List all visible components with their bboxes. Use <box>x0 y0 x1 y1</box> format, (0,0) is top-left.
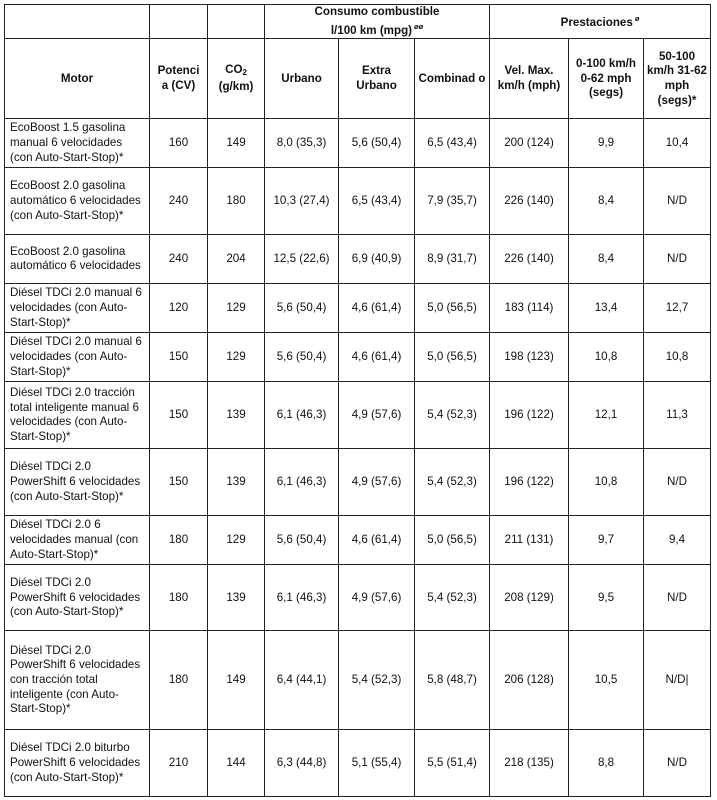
cell-urbano: 6,1 (46,3) <box>265 565 339 631</box>
cell-vel-max: 200 (124) <box>490 119 569 168</box>
cell-vel-max: 198 (123) <box>490 333 569 382</box>
header-co2: $CO_2$ (g/km) <box>208 39 265 119</box>
cell-urbano: 5,6 (50,4) <box>265 333 339 382</box>
cell-accel-50-100: 10,8 <box>644 333 711 382</box>
table-body <box>5 119 711 797</box>
header-blank-potencia <box>150 5 208 39</box>
cell-vel-max: 211 (131) <box>490 516 569 565</box>
cell-accel-50-100: 11,3 <box>644 382 711 449</box>
cell-motor: EcoBoost 2.0 gasolina automático 6 velocidades <box>5 235 150 284</box>
header-column-row <box>5 39 711 119</box>
cell-extra-urbano: 4,6 (61,4) <box>339 284 415 333</box>
cell-combinado: 5,0 (56,5) <box>415 516 490 565</box>
table-row <box>5 730 711 797</box>
cell-co2: 149 <box>208 631 265 730</box>
cell-accel-0-100: 9,5 <box>569 565 644 631</box>
cell-accel-0-100: 13,4 <box>569 284 644 333</box>
cell-potencia: 180 <box>150 565 208 631</box>
cell-co2: 144 <box>208 730 265 797</box>
cell-co2: 129 <box>208 516 265 565</box>
header-extra-urbano: Extra Urbano <box>339 39 415 119</box>
cell-extra-urbano: 4,9 (57,6) <box>339 382 415 449</box>
cell-potencia: 210 <box>150 730 208 797</box>
engine-spec-table <box>4 4 711 797</box>
cell-accel-50-100: N/D| <box>644 631 711 730</box>
cell-accel-50-100: N/D <box>644 449 711 516</box>
cell-motor: Diésel TDCi 2.0 tracción total inteligente manual 6 velocidades (con Auto-Start-Stop)* <box>5 382 150 449</box>
table-row <box>5 449 711 516</box>
cell-accel-0-100: 12,1 <box>569 382 644 449</box>
cell-co2: 204 <box>208 235 265 284</box>
table-row <box>5 516 711 565</box>
cell-combinado: 8,9 (31,7) <box>415 235 490 284</box>
cell-combinado: 5,0 (56,5) <box>415 284 490 333</box>
cell-extra-urbano: 4,9 (57,6) <box>339 565 415 631</box>
cell-potencia: 150 <box>150 333 208 382</box>
cell-co2: 129 <box>208 333 265 382</box>
cell-motor: Diésel TDCi 2.0 PowerShift 6 velocidades con tracción total inteligente (con Auto-Start-Stop)* <box>5 631 150 730</box>
cell-combinado: 5,4 (52,3) <box>415 565 490 631</box>
cell-co2: 129 <box>208 284 265 333</box>
table-row <box>5 631 711 730</box>
header-accel-50-100: 50-100 km/h 31-62 mph (segs)* <box>644 39 711 119</box>
header-potencia: Potenci a (CV) <box>150 39 208 119</box>
table-row <box>5 119 711 168</box>
cell-potencia: 150 <box>150 449 208 516</box>
cell-combinado: 5,0 (56,5) <box>415 333 490 382</box>
header-consumo-unit: l/100 km (mpg) $^{øø}$ <box>330 21 424 37</box>
header-vel-max: Vel. Max. km/h (mph) <box>490 39 569 119</box>
cell-vel-max: 226 (140) <box>490 168 569 235</box>
cell-vel-max: 183 (114) <box>490 284 569 333</box>
header-consumo-marker: øø <box>414 21 424 31</box>
cell-urbano: 5,6 (50,4) <box>265 516 339 565</box>
cell-accel-0-100: 9,7 <box>569 516 644 565</box>
cell-co2: 149 <box>208 119 265 168</box>
cell-motor: EcoBoost 2.0 gasolina automático 6 velocidades (con Auto-Start-Stop)* <box>5 168 150 235</box>
cell-urbano: 12,5 (22,6) <box>265 235 339 284</box>
cell-co2: 139 <box>208 565 265 631</box>
cell-vel-max: 218 (135) <box>490 730 569 797</box>
cell-accel-50-100: N/D <box>644 235 711 284</box>
cell-vel-max: 196 (122) <box>490 449 569 516</box>
table-row <box>5 382 711 449</box>
cell-motor: Diésel TDCi 2.0 biturbo PowerShift 6 velocidades (con Auto-Start-Stop)* <box>5 730 150 797</box>
table-row <box>5 565 711 631</box>
cell-urbano: 6,4 (44,1) <box>265 631 339 730</box>
cell-accel-0-100: 10,5 <box>569 631 644 730</box>
cell-potencia: 240 <box>150 168 208 235</box>
table-row <box>5 168 711 235</box>
cell-accel-0-100: 9,9 <box>569 119 644 168</box>
cell-accel-50-100: N/D <box>644 730 711 797</box>
cell-extra-urbano: 6,5 (43,4) <box>339 168 415 235</box>
table-row <box>5 235 711 284</box>
cell-accel-0-100: 10,8 <box>569 333 644 382</box>
cell-motor: Diésel TDCi 2.0 6 velocidades manual (con Auto-Start-Stop)* <box>5 516 150 565</box>
cell-motor: Diésel TDCi 2.0 PowerShift 6 velocidades (con Auto-Start-Stop)* <box>5 565 150 631</box>
cell-co2: 139 <box>208 449 265 516</box>
cell-vel-max: 208 (129) <box>490 565 569 631</box>
header-group-row <box>5 5 711 39</box>
cell-extra-urbano: 4,9 (57,6) <box>339 449 415 516</box>
header-blank-co2 <box>208 5 265 39</box>
cell-combinado: 5,4 (52,3) <box>415 449 490 516</box>
header-consumo-group <box>265 5 490 39</box>
cell-accel-50-100: 10,4 <box>644 119 711 168</box>
cell-urbano: 6,3 (44,8) <box>265 730 339 797</box>
cell-combinado: 5,8 (48,7) <box>415 631 490 730</box>
header-combinado: Combinad o <box>415 39 490 119</box>
header-consumo-title: Consumo combustible <box>314 5 440 18</box>
header-accel-0-100: 0-100 km/h 0-62 mph (segs) <box>569 39 644 119</box>
cell-motor: Diésel TDCi 2.0 PowerShift 6 velocidades (con Auto-Start-Stop)* <box>5 449 150 516</box>
header-urbano: Urbano <box>265 39 339 119</box>
cell-accel-0-100: 8,4 <box>569 235 644 284</box>
cell-extra-urbano: 5,1 (55,4) <box>339 730 415 797</box>
cell-accel-0-100: 10,8 <box>569 449 644 516</box>
cell-urbano: 6,1 (46,3) <box>265 449 339 516</box>
cell-extra-urbano: 5,4 (52,3) <box>339 631 415 730</box>
cell-co2: 139 <box>208 382 265 449</box>
cell-accel-50-100: N/D <box>644 168 711 235</box>
cell-accel-50-100: N/D <box>644 565 711 631</box>
header-prestaciones-marker: ø <box>634 14 640 24</box>
cell-potencia: 120 <box>150 284 208 333</box>
header-prestaciones-group: Prestaciones $^ø$ <box>490 5 711 39</box>
cell-combinado: 6,5 (43,4) <box>415 119 490 168</box>
table-row <box>5 333 711 382</box>
cell-potencia: 150 <box>150 382 208 449</box>
cell-motor: EcoBoost 1.5 gasolina manual 6 velocidades (con Auto-Start-Stop)* <box>5 119 150 168</box>
cell-motor: Diésel TDCi 2.0 manual 6 velocidades (con Auto-Start-Stop)* <box>5 333 150 382</box>
cell-accel-50-100: 9,4 <box>644 516 711 565</box>
cell-vel-max: 206 (128) <box>490 631 569 730</box>
cell-vel-max: 196 (122) <box>490 382 569 449</box>
cell-potencia: 240 <box>150 235 208 284</box>
header-blank-motor <box>5 5 150 39</box>
cell-urbano: 6,1 (46,3) <box>265 382 339 449</box>
cell-potencia: 180 <box>150 631 208 730</box>
cell-extra-urbano: 4,6 (61,4) <box>339 516 415 565</box>
cell-potencia: 160 <box>150 119 208 168</box>
cell-extra-urbano: 5,6 (50,4) <box>339 119 415 168</box>
cell-accel-0-100: 8,4 <box>569 168 644 235</box>
cell-combinado: 5,4 (52,3) <box>415 382 490 449</box>
cell-co2: 180 <box>208 168 265 235</box>
cell-urbano: 5,6 (50,4) <box>265 284 339 333</box>
cell-extra-urbano: 4,6 (61,4) <box>339 333 415 382</box>
header-motor: Motor <box>5 39 150 119</box>
cell-motor: Diésel TDCi 2.0 manual 6 velocidades (con Auto-Start-Stop)* <box>5 284 150 333</box>
cell-potencia: 180 <box>150 516 208 565</box>
cell-extra-urbano: 6,9 (40,9) <box>339 235 415 284</box>
table-row <box>5 284 711 333</box>
cell-accel-0-100: 8,8 <box>569 730 644 797</box>
cell-accel-50-100: 12,7 <box>644 284 711 333</box>
cell-combinado: 7,9 (35,7) <box>415 168 490 235</box>
cell-urbano: 10,3 (27,4) <box>265 168 339 235</box>
cell-combinado: 5,5 (51,4) <box>415 730 490 797</box>
cell-urbano: 8,0 (35,3) <box>265 119 339 168</box>
cell-vel-max: 226 (140) <box>490 235 569 284</box>
